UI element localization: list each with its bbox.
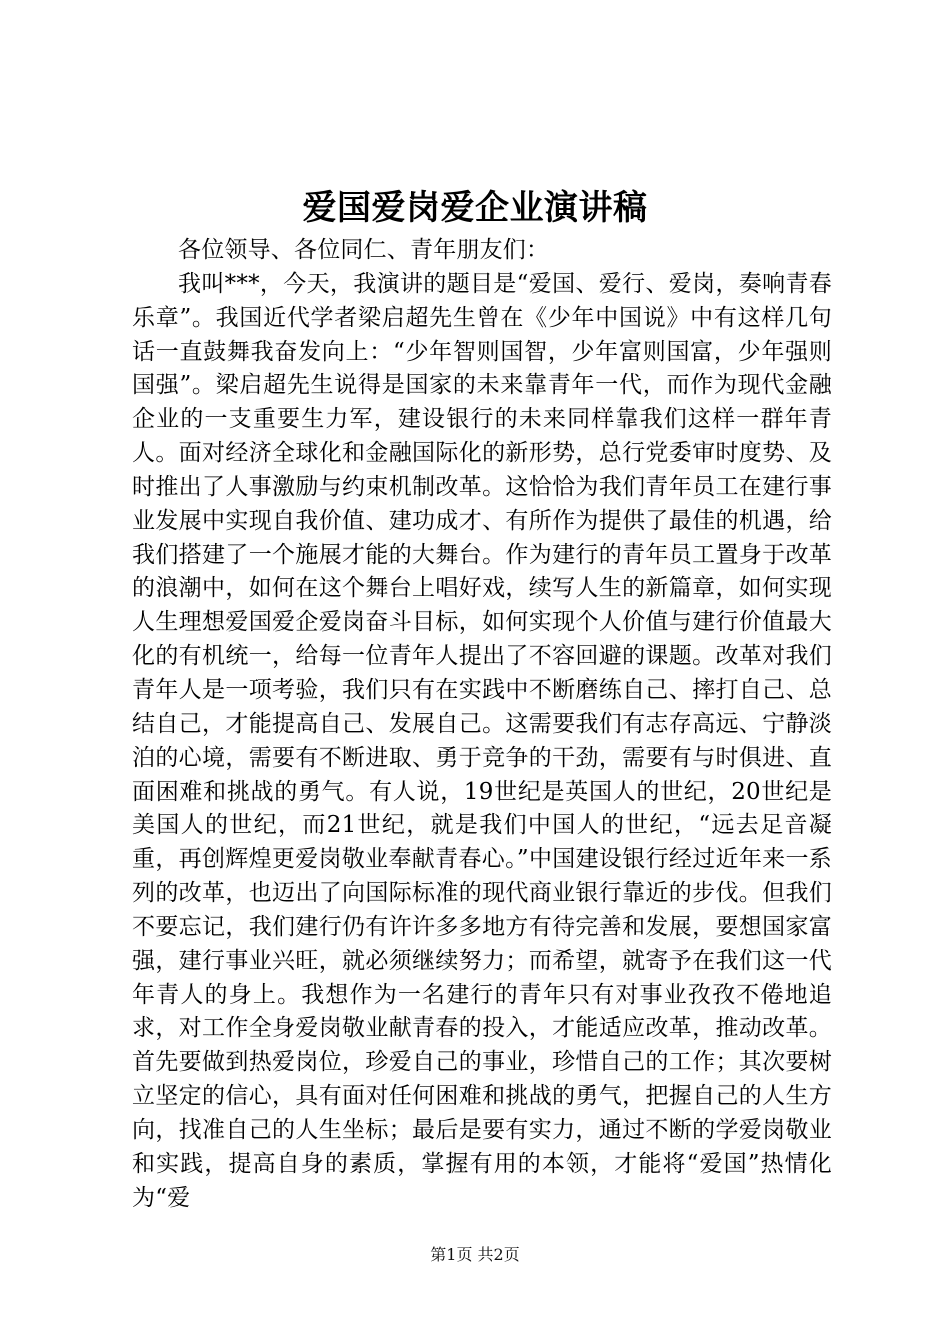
body-paragraph: 我叫***，今天，我演讲的题目是“爱国、爱行、爱岗，奏响青春乐章”。我国近代学者梁启超先生曾在《少年中国说》中有这样几句话一直鼓舞我奋发向上：“少年智则国智，少年富则国富，少年强则国强”。梁启超先生说得是国家的未来靠青年一代，而作为现代金融企业的一支重要生力军，建设银行的未来同样靠我们这样一群年青人。面对经济全球化和金融国际化的新形势，总行党委审时度势、及时推出了人事激励与约束机制改革。这恰恰为我们青年员工在建行事业发展中实现自我价值、建功成才、有所作为提供了最佳的机遇，给我们搭建了一个施展才能的大舞台。作为建行的青年员工置身于改革的浪潮中，如何在这个舞台上唱好戏，续写人生的新篇章，如何实现人生理想爱国爱企爱岗奋斗目标，如何实现个人价值与建行价值最大化的有机统一，给每一位青年人提出了不容回避的课题。改革对我们青年人是一项考验，我们只有在实践中不断磨练自己、摔打自己、总结自己，才能提高自己、发展自己。这需要我们有志存高远、宁静淡泊的心境，需要有不断进取、勇于竞争的干劲，需要有与时俱进、直面困难和挑战的勇气。有人说，19世纪是英国人的世纪，20世纪是美国人的世纪，而21世纪，就是我们中国人的世纪，“远去足音凝重，再创辉煌更爱岗敬业奉献青春心。”中国建设银行经过近年来一系列的改革，也迈出了向国际标准的现代商业银行靠近的步伐。但我们不要忘记，我们建行仍有许许多多地方有待完善和发展，要想国家富强，建行事业兴旺，就必须继续努力；而希望，就寄予在我们这一代年青人的身上。我想作为一名建行的青年只有对事业孜孜不倦地追求，对工作全身爱岗敬业献青春的投入，才能适应改革，推动改革。首先要做到热爱岗位，珍爱自己的事业，珍惜自己的工作；其次要树立坚定的信心，具有面对任何困难和挑战的勇气，把握自己的人生方向，找准自己的人生坐标；最后是要有实力，通过不断的学爱岗敬业和实践，提高自身的素质，掌握有用的本领，才能将“爱国”热情化为“爱 <box>132 270 832 1211</box>
page-number: 第1页 共2页 <box>430 1245 520 1264</box>
document-title: 爱国爱岗爱企业演讲稿 <box>302 188 648 228</box>
salutation-paragraph: 各位领导、各位同仁、青年朋友们： <box>178 237 550 263</box>
document-body <box>132 234 832 1215</box>
